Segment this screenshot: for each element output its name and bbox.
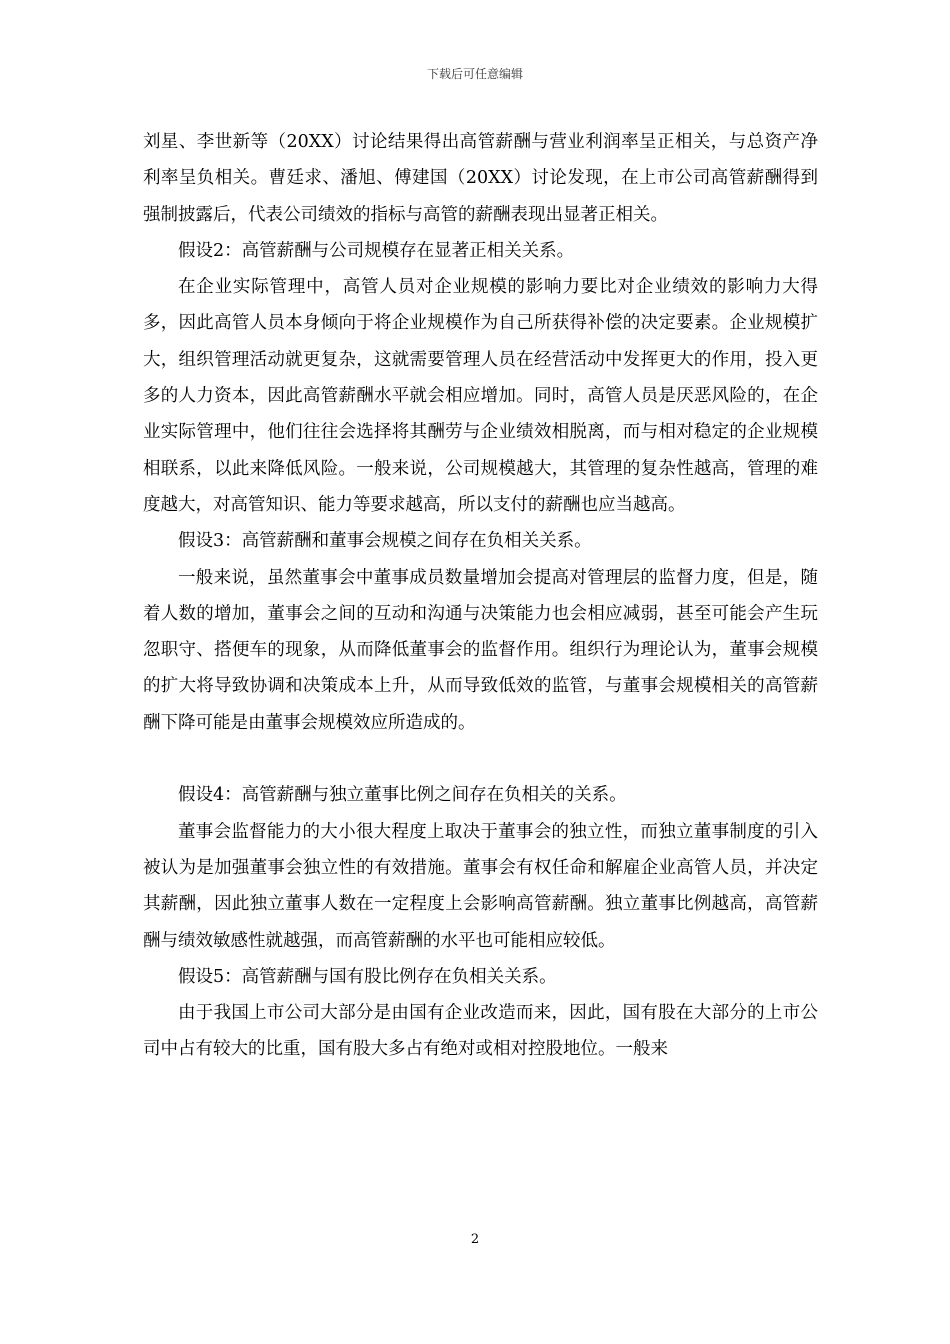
blank-line	[143, 741, 818, 777]
hypothesis-4-heading: 假设4：高管薪酬与独立董事比例之间存在负相关的关系。	[178, 785, 627, 806]
hypothesis-5-heading: 假设5：高管薪酬与国有股比例存在负相关关系。	[178, 966, 557, 987]
hypothesis-2-heading: 假设2：高管薪酬与公司规模存在显著正相关关系。	[178, 240, 575, 261]
page-header: 下载后可任意编辑	[426, 67, 523, 81]
paragraph-firm-size: 在企业实际管理中，高管人员对企业规模的影响力要比对企业绩效的影响力大得多，因此高管人员本身倾向于将企业规模作为自己所获得补偿的决定要素。企业规模扩大，组织管理活动就更复杂，这就需要管理人员在经营活动中发挥更大的作用，投入更多的人力资本，因此高管薪酬水平就会相应增加。同时，高管人员是厌恶风险的，在企业实际管理中，他们往往会选择将其酬劳与企业绩效相脱离，而与相对稳定的企业规模相联系，以此来降低风险。一般来说，公司规模越大，其管理的复杂性越高，管理的难度越大，对高管知识、能力等要求越高，所以支付的薪酬也应当越高。	[143, 277, 818, 515]
page-number: 2	[470, 1232, 480, 1247]
paragraph-board-size: 一般来说，虽然董事会中董事成员数量增加会提高对管理层的监督力度，但是，随着人数的增加，董事会之间的互动和沟通与决策能力也会相应减弱，甚至可能会产生玩忽职守、搭便车的现象，从而降低董事会的监督作用。组织行为理论认为，董事会规模的扩大将导致协调和决策成本上升，从而导致低效的监管，与董事会规模相关的高管薪酬下降可能是由董事会规模效应所造成的。	[143, 567, 818, 733]
paragraph-independent-directors: 董事会监督能力的大小很大程度上取决于董事会的独立性，而独立董事制度的引入被认为是加强董事会独立性的有效措施。董事会有权任命和解雇企业高管人员，并决定其薪酬，因此独立董事人数在一定程度上会影响高管薪酬。独立董事比例越高，高管薪酬与绩效敏感性就越强，而高管薪酬的水平也可能相应较低。	[143, 821, 818, 951]
hypothesis-3-heading: 假设3：高管薪酬和董事会规模之间存在负相关关系。	[178, 531, 592, 552]
paragraph-state-shares: 由于我国上市公司大部分是由国有企业改造而来，因此，国有股在大部分的上市公司中占有较大的比重，国有股大多占有绝对或相对控股地位。一般来	[143, 1003, 818, 1060]
document-body	[143, 124, 818, 1068]
paragraph-prior-research: 刘星、李世新等（20XX）讨论结果得出高管薪酬与营业利润率呈正相关，与总资产净利率呈负相关。曹廷求、潘旭、傅建国（20XX）讨论发现，在上市公司高管薪酬得到强制披露后，代表公司绩效的指标与高管的薪酬表现出显著正相关。	[143, 132, 818, 225]
